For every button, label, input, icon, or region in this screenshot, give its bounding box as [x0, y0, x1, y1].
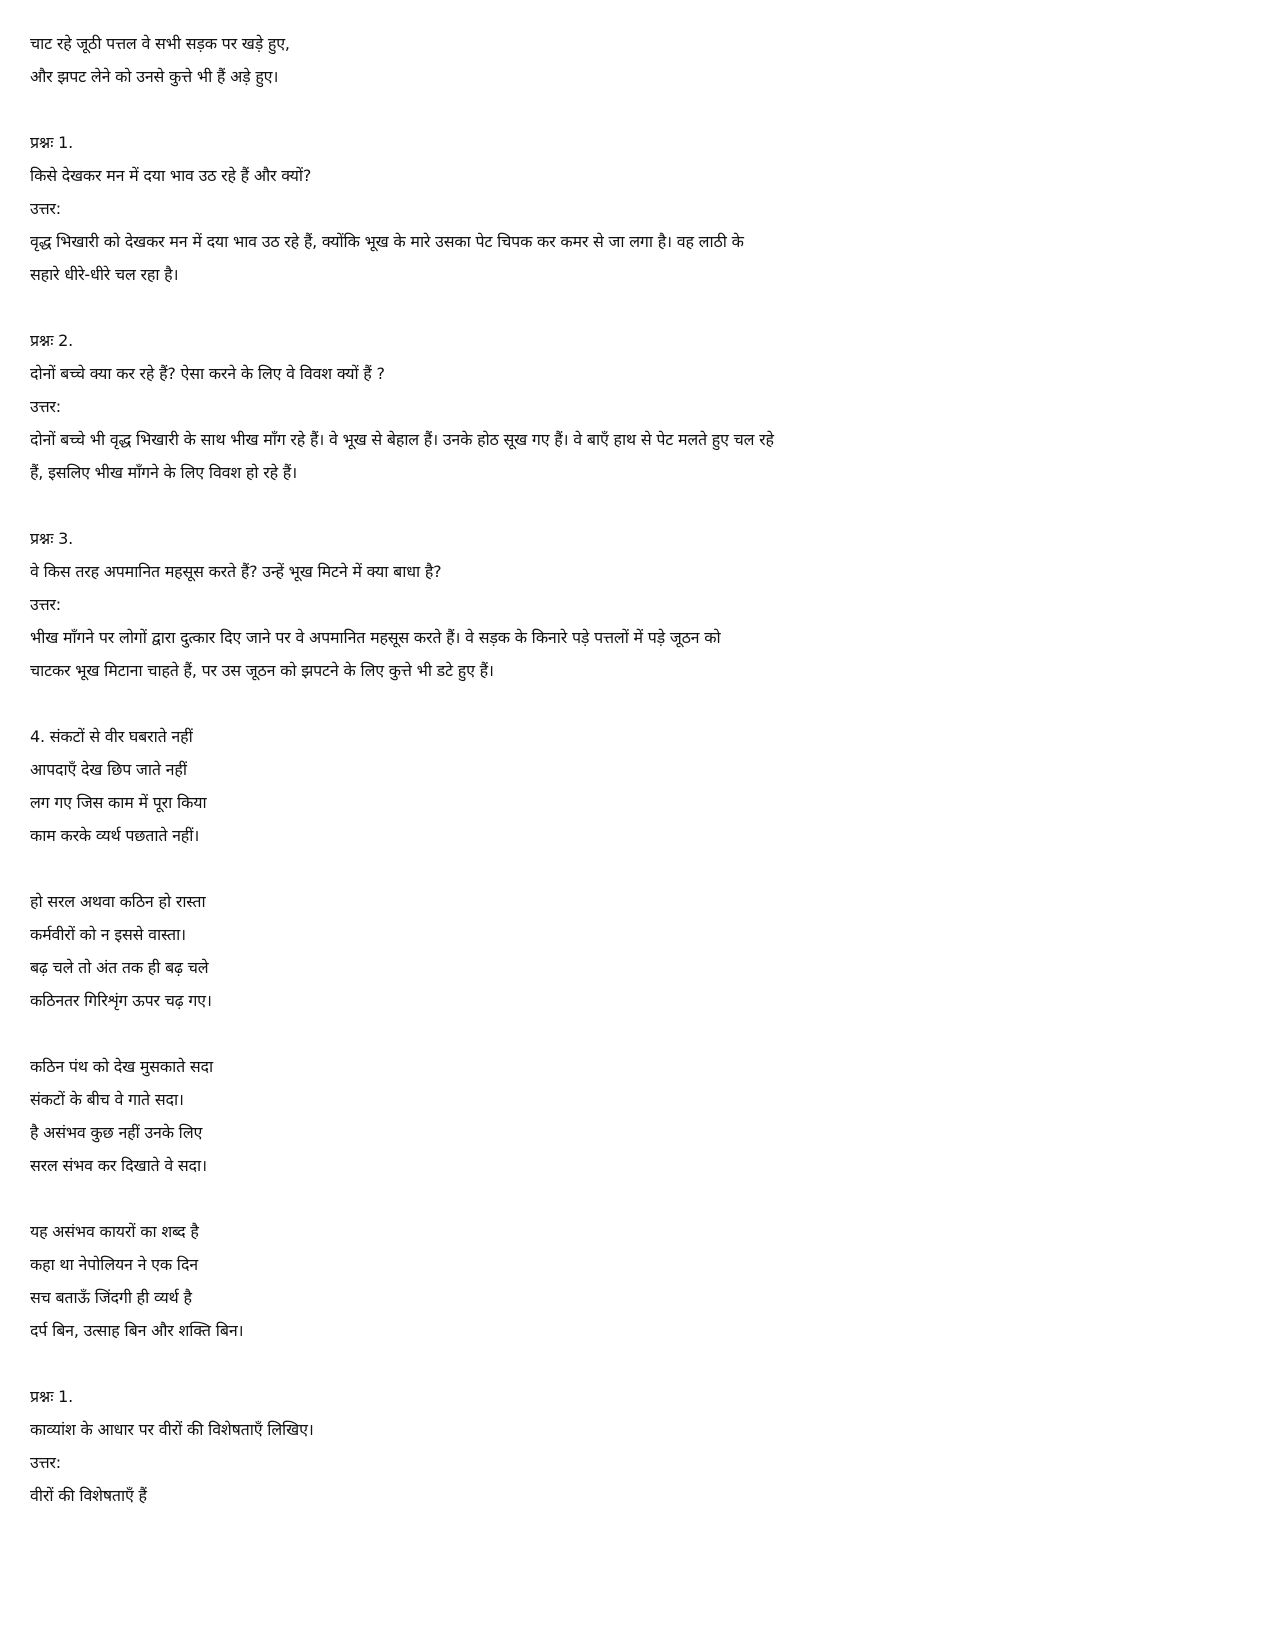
answer-line: चाटकर भूख मिटाना चाहते हैं, पर उस जूठन को झपटने के लिए कुत्ते भी डटे हुए हैं।	[30, 661, 494, 680]
poem-line: कठिनतर गिरिशृंग ऊपर चढ़ गए।	[30, 991, 212, 1010]
answer-label: उत्तर:	[30, 1453, 61, 1472]
poem-stanza	[30, 885, 1255, 1017]
poem-line: आपदाएँ देख छिप जाते नहीं	[30, 760, 187, 779]
poem-line: दर्प बिन, उत्साह बिन और शक्ति बिन।	[30, 1321, 244, 1340]
poem-stanza	[30, 1215, 1255, 1347]
verse-block	[30, 27, 1255, 93]
poem-line: संकटों के बीच वे गाते सदा।	[30, 1090, 184, 1109]
poem-line: सच बताऊँ जिंदगी ही व्यर्थ है	[30, 1288, 192, 1307]
poem-line: हो सरल अथवा कठिन हो रास्ता	[30, 892, 206, 911]
poem-line: कहा था नेपोलियन ने एक दिन	[30, 1255, 198, 1274]
question-text: दोनों बच्चे क्या कर रहे हैं? ऐसा करने के लिए वे विवश क्यों हैं ?	[30, 364, 385, 383]
answer-label: उत्तर:	[30, 199, 61, 218]
question-block-1	[30, 126, 1255, 291]
question-label: प्रश्नः 2.	[30, 331, 73, 350]
poem-line: यह असंभव कायरों का शब्द है	[30, 1222, 199, 1241]
question-text: वे किस तरह अपमानित महसूस करते हैं? उन्हें भूख मिटने में क्या बाधा है?	[30, 562, 442, 581]
poem-line: 4. संकटों से वीर घबराते नहीं	[30, 727, 193, 746]
question-block-4	[30, 1380, 1255, 1512]
question-label: प्रश्नः 3.	[30, 529, 73, 548]
verse-line: और झपट लेने को उनसे कुत्ते भी हैं अड़े हुए।	[30, 67, 279, 86]
question-text: किसे देखकर मन में दया भाव उठ रहे हैं और क्यों?	[30, 166, 312, 185]
poem-line: कर्मवीरों को न इससे वास्ता।	[30, 925, 186, 944]
answer-line: भीख माँगने पर लोगों द्वारा दुत्कार दिए जाने पर वे अपमानित महसूस करते हैं। वे सड़क के किनारे पड़े पत्तलों में पड़े जूठन को	[30, 628, 721, 647]
question-block-2	[30, 324, 1255, 489]
poem-stanza	[30, 720, 1255, 852]
poem-line: कठिन पंथ को देख मुसकाते सदा	[30, 1057, 213, 1076]
poem-line: है असंभव कुछ नहीं उनके लिए	[30, 1123, 203, 1142]
answer-label: उत्तर:	[30, 595, 61, 614]
question-label: प्रश्नः 1.	[30, 133, 73, 152]
question-text: काव्यांश के आधार पर वीरों की विशेषताएँ लिखिए।	[30, 1420, 314, 1439]
poem-line: बढ़ चले तो अंत तक ही बढ़ चले	[30, 958, 209, 977]
answer-line: सहारे धीरे-धीरे चल रहा है।	[30, 265, 179, 284]
question-label: प्रश्नः 1.	[30, 1387, 73, 1406]
answer-line: वीरों की विशेषताएँ हैं	[30, 1486, 147, 1505]
poem-line: सरल संभव कर दिखाते वे सदा।	[30, 1156, 207, 1175]
verse-line: चाट रहे जूठी पत्तल वे सभी सड़क पर खड़े हुए,	[30, 34, 290, 53]
answer-line: दोनों बच्चे भी वृद्ध भिखारी के साथ भीख माँग रहे हैं। वे भूख से बेहाल हैं। उनके होठ सूख गए हैं। वे बाएँ हाथ से पेट मलते हुए चल रहे	[30, 430, 774, 449]
answer-line: वृद्ध भिखारी को देखकर मन में दया भाव उठ रहे हैं, क्योंकि भूख के मारे उसका पेट चिपक कर कमर से जा लगा है। वह लाठी के	[30, 232, 744, 251]
answer-line: हैं, इसलिए भीख माँगने के लिए विवश हो रहे हैं।	[30, 463, 297, 482]
poem-line: लग गए जिस काम में पूरा किया	[30, 793, 207, 812]
question-block-3	[30, 522, 1255, 687]
answer-label: उत्तर:	[30, 397, 61, 416]
document-page	[30, 27, 1255, 1512]
poem-line: काम करके व्यर्थ पछताते नहीं।	[30, 826, 200, 845]
poem-stanza	[30, 1050, 1255, 1182]
